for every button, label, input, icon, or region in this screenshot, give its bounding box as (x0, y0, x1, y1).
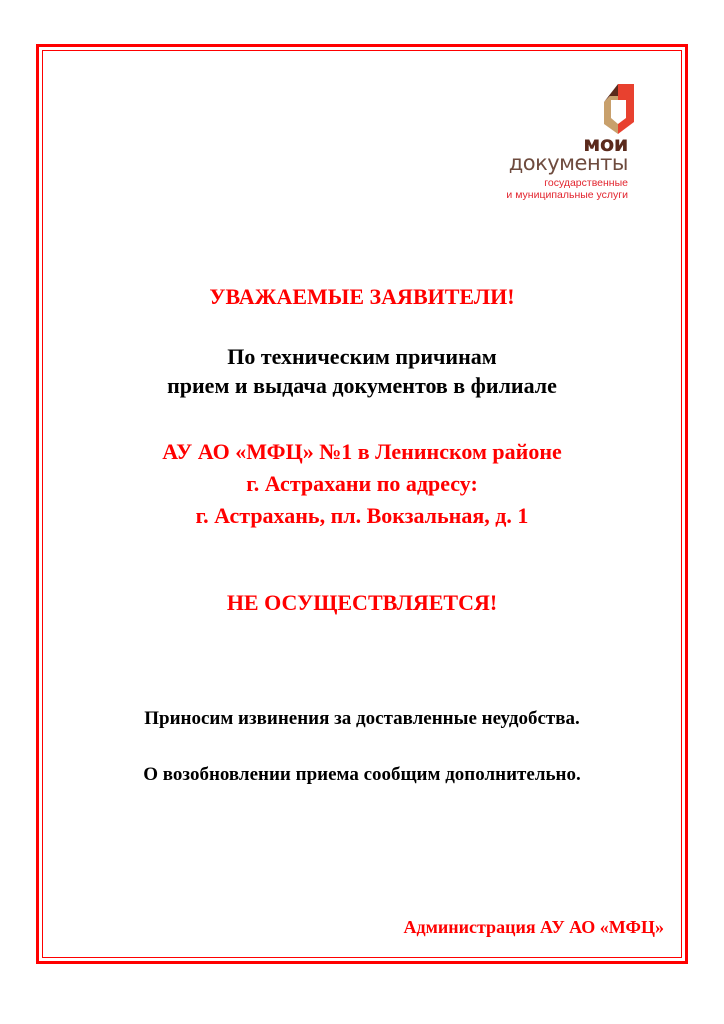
intro-line-1: По техническим причинам (227, 344, 497, 369)
branch-line-1: АУ АО «МФЦ» №1 в Ленинском районе (162, 439, 562, 464)
apology-text: Приносим извинения за доставленные неудобства. (144, 708, 580, 729)
logo-subtitle-1: государственные (544, 177, 628, 189)
logo-text-dokumenty: документы (508, 151, 628, 175)
branch-address (42, 436, 682, 532)
branch-line-3: г. Астрахань, пл. Вокзальная, д. 1 (195, 503, 529, 528)
resume-text: О возобновлении приема сообщим дополнительно. (143, 764, 581, 785)
notice-title: УВАЖАЕМЫЕ ЗАЯВИТЕЛИ! (209, 284, 515, 309)
notice-intro (42, 342, 682, 400)
logo-text-moi: мои (583, 132, 628, 156)
signature: Администрация АУ АО «МФЦ» (403, 917, 664, 937)
branch-line-2: г. Астрахани по адресу: (246, 471, 478, 496)
intro-line-2: прием и выдача документов в филиале (167, 373, 557, 398)
notice-status: НЕ ОСУЩЕСТВЛЯЕТСЯ! (226, 590, 498, 615)
moi-dokumenty-logo (470, 82, 640, 212)
logo-subtitle-2: и муниципальные услуги (506, 189, 628, 201)
logo-mark-icon (604, 84, 634, 134)
